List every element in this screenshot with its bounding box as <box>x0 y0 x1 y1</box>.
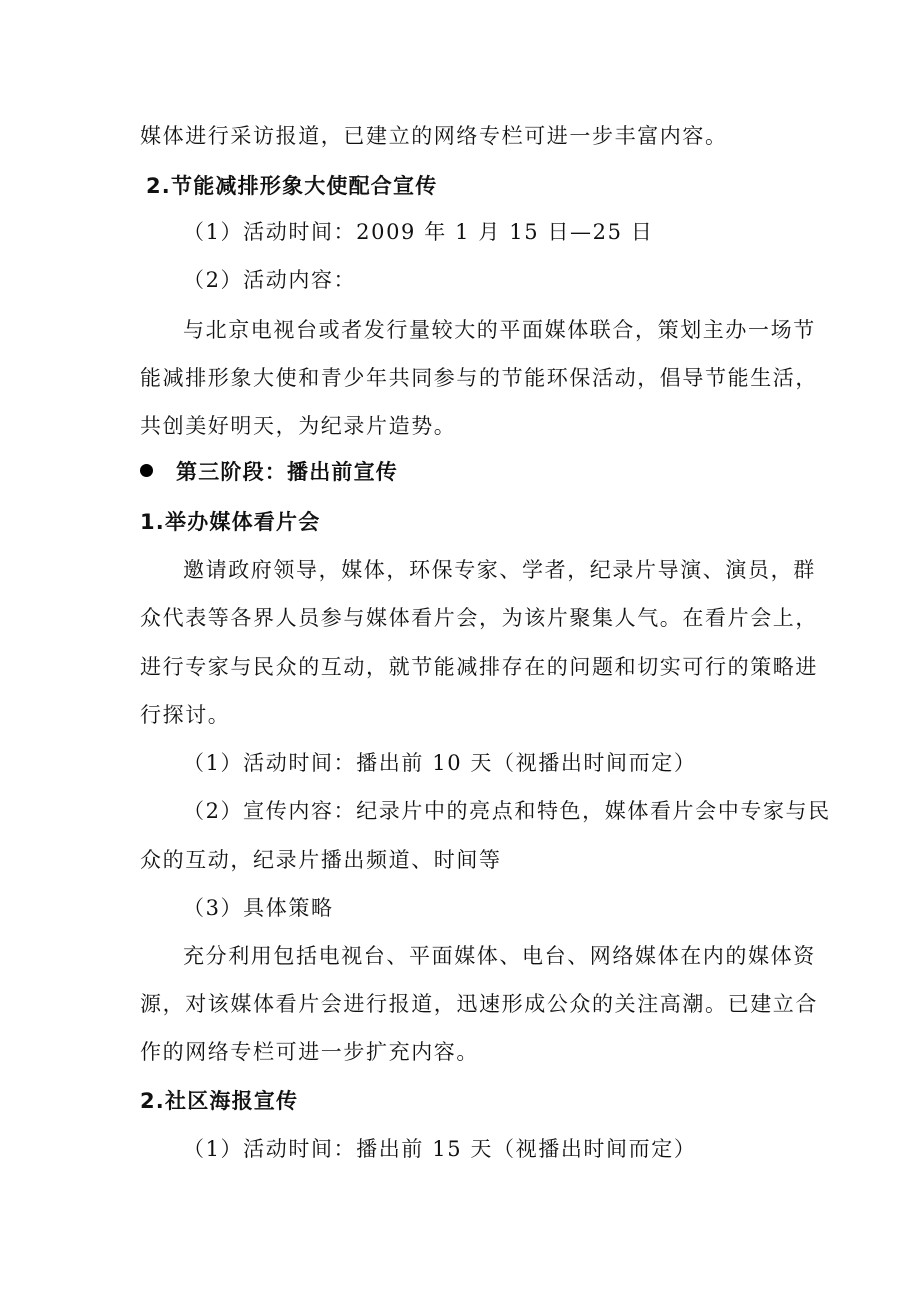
paragraph-line: 能减排形象大使和青少年共同参与的节能环保活动，倡导节能生活， <box>140 366 818 390</box>
paragraph-line: 邀请政府领导，媒体，环保专家、学者，纪录片导演、演员，群 <box>183 558 816 582</box>
paragraph-line: （1）活动时间：播出前 15 天（视播出时间而定） <box>183 1137 697 1161</box>
paragraph-line: （3）具体策略 <box>183 896 334 920</box>
paragraph-line: 进行专家与民众的互动，就节能减排存在的问题和切实可行的策略进 <box>140 655 818 679</box>
paragraph-line: （2）活动内容： <box>183 268 357 292</box>
phase-heading: 第三阶段：播出前宣传 <box>176 460 398 484</box>
paragraph-line: 充分利用包括电视台、平面媒体、电台、网络媒体在内的媒体资 <box>183 944 816 968</box>
bullet-icon <box>140 464 153 477</box>
paragraph-line: 媒体进行采访报道，已建立的网络专栏可进一步丰富内容。 <box>140 124 728 148</box>
paragraph-line: （2）宣传内容：纪录片中的亮点和特色，媒体看片会中专家与民 <box>183 799 831 823</box>
paragraph-line: 众的互动，纪录片播出频道、时间等 <box>140 848 502 872</box>
paragraph-line: 共创美好明天，为纪录片造势。 <box>140 414 457 438</box>
paragraph-line: （1）活动时间：2009 年 1 月 15 日—25 日 <box>183 220 654 244</box>
section-heading: 2.节能减排形象大使配合宣传 <box>146 174 438 198</box>
section-heading: 2.社区海报宣传 <box>140 1089 299 1113</box>
paragraph-line: 行探讨。 <box>140 703 231 727</box>
paragraph-line: 与北京电视台或者发行量较大的平面媒体联合，策划主办一场节 <box>183 318 816 342</box>
paragraph-line: 众代表等各界人员参与媒体看片会，为该片聚集人气。在看片会上， <box>140 606 818 630</box>
paragraph-line: （1）活动时间：播出前 10 天（视播出时间而定） <box>183 751 697 775</box>
paragraph-line: 作的网络专栏可进一步扩充内容。 <box>140 1040 479 1064</box>
paragraph-line: 源，对该媒体看片会进行报道，迅速形成公众的关注高潮。已建立合 <box>140 992 818 1016</box>
section-heading: 1.举办媒体看片会 <box>140 510 321 534</box>
